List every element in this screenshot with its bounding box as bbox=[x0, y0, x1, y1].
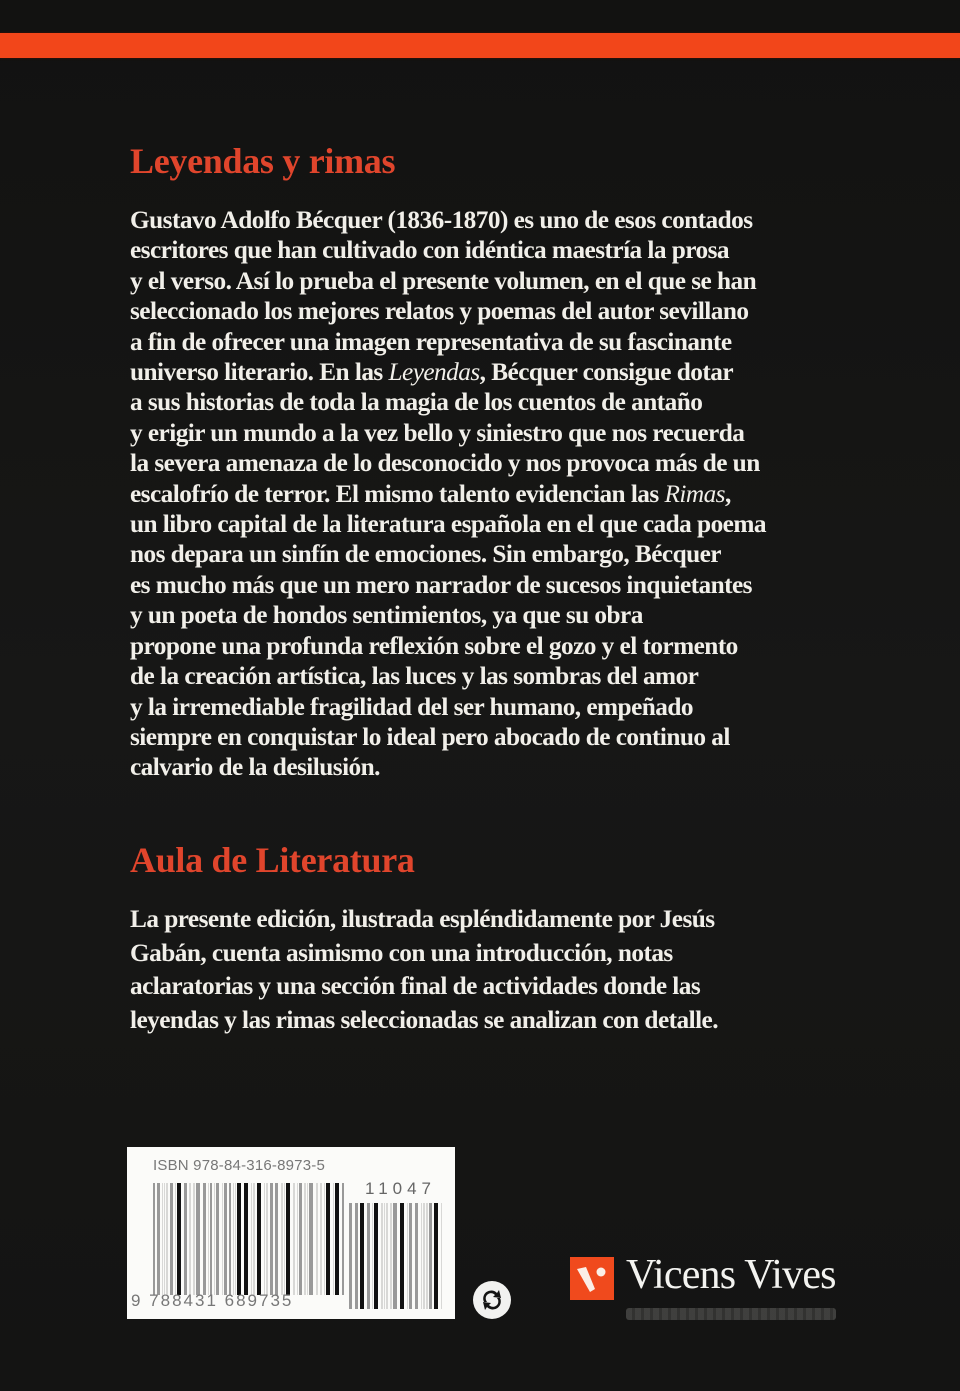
addon-barcode-bars bbox=[349, 1203, 445, 1309]
section-title-aula: Aula de Literatura bbox=[130, 840, 415, 880]
text-line: y un poeta de hondos sentimientos, ya que su obra bbox=[130, 601, 643, 630]
recycle-icon bbox=[473, 1281, 511, 1319]
synopsis-paragraph bbox=[130, 205, 870, 783]
text-line: calvario de la desilusión. bbox=[130, 753, 380, 782]
text-line: Gustavo Adolfo Bécquer (1836-1870) es uno de esos contados bbox=[130, 206, 753, 234]
section-title-leyendas: Leyendas y rimas bbox=[130, 141, 396, 181]
text-line: seleccionado los mejores relatos y poemas del autor sevillano bbox=[130, 297, 749, 326]
text-line: escalofrío de terror. El mismo talento evidencian las Rimas, bbox=[130, 479, 731, 508]
barcode-addon-number: 11047 bbox=[365, 1179, 437, 1198]
text-line: Gabán, cuenta asimismo con una introducción, notas bbox=[130, 938, 673, 967]
text-line: de la creación artística, las luces y las sombras del amor bbox=[130, 662, 699, 691]
text-line: un libro capital de la literatura española en el que cada poema bbox=[130, 510, 766, 539]
text-line: escritores que han cultivado con idéntica maestría la prosa bbox=[130, 236, 730, 265]
top-orange-stripe bbox=[0, 33, 960, 58]
text-line: aclaratorias y una sección final de actividades donde las bbox=[130, 972, 701, 1000]
text-line: y el verso. Así lo prueba el presente volumen, en el que se han bbox=[130, 266, 757, 295]
publisher-tagline-blurred bbox=[626, 1308, 836, 1320]
edition-paragraph bbox=[130, 903, 870, 1037]
ean-number: 9 788431 689735 bbox=[131, 1291, 294, 1310]
text-line: La presente edición, ilustrada espléndidamente por Jesús bbox=[130, 905, 715, 933]
text-line: propone una profunda reflexión sobre el gozo y el tormento bbox=[130, 631, 738, 660]
text-line: y erigir un mundo a la vez bello y siniestro que nos recuerda bbox=[130, 418, 745, 447]
text-line: la severa amenaza de lo desconocido y nos provoca más de un bbox=[130, 449, 760, 478]
text-line: nos depara un sinfín de emociones. Sin embargo, Bécquer bbox=[130, 540, 721, 569]
isbn-label: ISBN 978-84-316-8973-5 bbox=[153, 1157, 326, 1174]
text-line: leyendas y las rimas seleccionadas se analizan con detalle. bbox=[130, 1005, 719, 1034]
publisher-logo-icon bbox=[570, 1257, 614, 1300]
text-line: y la irremediable fragilidad del ser humano, empeñado bbox=[130, 692, 693, 721]
text-line: es mucho más que un mero narrador de sucesos inquietantes bbox=[130, 570, 752, 599]
publisher-name: Vicens Vives bbox=[626, 1252, 836, 1298]
text-line: universo literario. En las Leyendas, Bécquer consigue dotar bbox=[130, 358, 734, 387]
text-line: a fin de ofrecer una imagen representativa de su fascinante bbox=[130, 327, 732, 356]
ean-barcode-bars bbox=[153, 1183, 345, 1295]
isbn-barcode bbox=[127, 1147, 455, 1319]
text-line: a sus historias de toda la magia de los cuentos de antaño bbox=[130, 388, 703, 417]
text-line: siempre en conquistar lo ideal pero abocado de continuo al bbox=[130, 722, 730, 751]
